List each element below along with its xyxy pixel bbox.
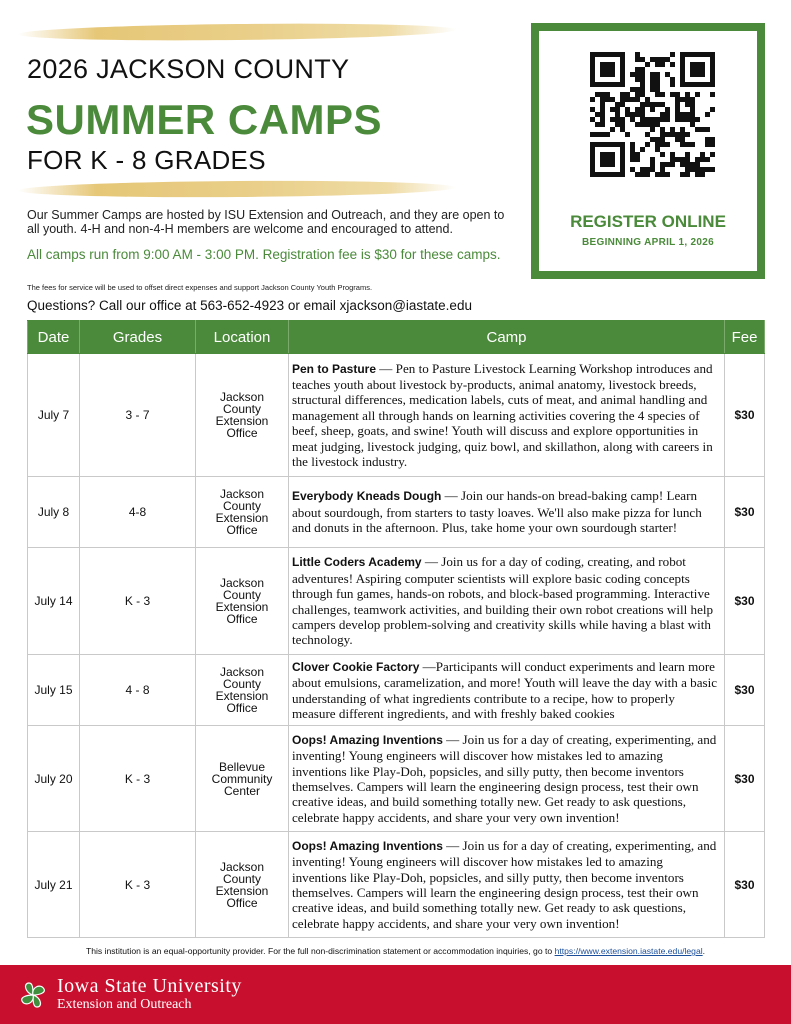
location-line: Jackson	[219, 390, 265, 404]
camp-location	[196, 832, 289, 938]
location-line: Extension	[215, 414, 269, 428]
camp-location	[196, 655, 289, 726]
camp-details: — Join our hands-on bread-baking camp! Learn about sourdough, from starters to tasty loaves. We'll also make pizza for lunch and donuts in the afternoon. Plus, take home your own sourdough starter!	[292, 488, 702, 536]
camp-name: Little Coders Academy	[292, 555, 422, 570]
table-row	[28, 477, 765, 548]
table-row	[28, 832, 765, 938]
location-line: Jackson	[219, 487, 265, 501]
camp-grades: K - 3	[80, 726, 196, 832]
location-line: Community	[211, 771, 273, 786]
location-line: Jackson	[219, 859, 265, 874]
location-line: County	[222, 402, 262, 416]
camp-fee: $30	[725, 548, 765, 655]
camp-details: — Join us for a day of coding, creating, and robot adventures! Aspiring computer scientists will explore basic coding concepts through fun games, hands-on robots, and block-based programming. Interactive challenges, teamwork activities, and building their own robot creations will help campers develop problem-solving and creativity skills while having a blast with technology.	[292, 554, 714, 648]
camp-description	[289, 548, 725, 655]
university-name-text: Iowa State University	[57, 975, 242, 997]
camp-schedule-table	[27, 320, 765, 938]
register-box	[531, 23, 765, 279]
decorative-brush-stroke	[18, 22, 456, 43]
register-start-date: BEGINNING APRIL 1, 2026	[582, 237, 714, 248]
camp-fee: $30	[725, 655, 765, 726]
camp-name: Everybody Kneads Dough	[292, 489, 442, 504]
camp-fee: $30	[725, 832, 765, 938]
contact-info: Questions? Call our office at 563-652-4923 or email xjackson@iastate.edu	[27, 298, 472, 313]
camp-details: — Join us for a day of creating, experimenting, and inventing! Young engineers will discover how mistakes led to amazing inventions like Play-Doh, popsicles, and silly putty, then become inventors themselves. Campers will learn the engineering design process, test their own creative ideas, and build something totally new. Get ready to ask questions, celebrate happy accidents, and share your very own invention!	[292, 837, 717, 931]
location-line: County	[222, 588, 262, 602]
table-row	[28, 655, 765, 726]
camp-fee: $30	[725, 726, 765, 832]
camp-date: July 21	[28, 832, 80, 938]
decorative-brush-stroke	[18, 179, 456, 198]
location-line: Office	[226, 895, 258, 910]
camp-date: July 15	[28, 655, 80, 726]
camp-description	[289, 726, 725, 832]
camp-location	[196, 354, 289, 477]
camp-details: —Participants will conduct experiments and learn more about emulsions, caramelization, and more! Youth will leave the day with a basic understanding of what ingredients contribute to a recipe, how to properly measure different ingredients, and with freshly baked cookies	[292, 658, 718, 721]
qr-code-icon[interactable]	[590, 52, 715, 177]
camp-grades: K - 3	[80, 832, 196, 938]
camp-hours-text: All camps run from 9:00 AM - 3:00 PM. Registration fee is $30 for these camps.	[27, 247, 501, 262]
camp-grades: K - 3	[80, 548, 196, 655]
camp-grades: 3 - 7	[80, 354, 196, 477]
non-discrimination-note	[0, 946, 791, 956]
footnote-text: This institution is an equal-opportunity provider. For the full non-discrimination statement or accommodation inquiries, go to	[85, 946, 555, 956]
legal-link[interactable]: https://www.extension.iastate.edu/legal	[554, 946, 703, 956]
register-online-title: REGISTER ONLINE	[570, 212, 726, 231]
location-line: Extension	[215, 883, 269, 898]
camp-date: July 7	[28, 354, 80, 477]
heading-county: 2026 JACKSON COUNTY	[27, 54, 350, 84]
location-line: Office	[226, 701, 258, 715]
camp-grades: 4-8	[80, 477, 196, 548]
location-line: Office	[226, 523, 258, 537]
heading-grades: FOR K - 8 GRADES	[27, 145, 266, 175]
four-leaf-clover-icon	[19, 981, 47, 1009]
location-line: County	[222, 499, 262, 513]
camp-description	[289, 832, 725, 938]
header-camp: Camp	[289, 321, 725, 354]
camp-fee: $30	[725, 354, 765, 477]
location-line: Bellevue	[218, 759, 266, 774]
location-line: Center	[223, 783, 261, 798]
intro-text: Our Summer Camps are hosted by ISU Extension and Outreach, and they are open to all youth. 4-H and non-4-H members are welcome and encouraged to attend.	[27, 208, 505, 236]
fees-note: The fees for service will be used to offset direct expenses and support Jackson County Youth Programs.	[27, 283, 373, 292]
camp-description	[289, 477, 725, 548]
table-row	[28, 726, 765, 832]
camp-location	[196, 726, 289, 832]
camp-date: July 8	[28, 477, 80, 548]
location-line: County	[222, 677, 262, 691]
table-row	[28, 354, 765, 477]
header-grades: Grades	[80, 321, 196, 354]
location-line: Jackson	[219, 665, 265, 679]
header-location: Location	[196, 321, 289, 354]
footnote-end: .	[702, 946, 706, 956]
camp-name: Oops! Amazing Inventions	[292, 838, 443, 853]
heading-summer-camps: SUMMER CAMPS	[26, 96, 383, 143]
camp-fee: $30	[725, 477, 765, 548]
table-row	[28, 548, 765, 655]
camp-location	[196, 477, 289, 548]
camp-name: Clover Cookie Factory	[292, 659, 420, 674]
location-line: County	[222, 871, 262, 886]
camp-details: — Join us for a day of creating, experimenting, and inventing! Young engineers will discover how mistakes led to amazing inventions like Play-Doh, popsicles, and silly putty, then become inventors themselves. Campers will learn the engineering design process, test their own creative ideas, and build something totally new. Get ready to ask questions, celebrate happy accidents, and share your very own invention!	[292, 731, 717, 825]
location-line: Extension	[215, 689, 269, 703]
header-date: Date	[28, 321, 80, 354]
camp-name: Oops! Amazing Inventions	[292, 732, 443, 747]
table-header-row	[28, 321, 765, 354]
university-name	[57, 975, 242, 998]
header-fee: Fee	[725, 321, 765, 354]
camp-location	[196, 548, 289, 655]
location-line: Extension	[215, 600, 269, 614]
camp-details: — Pen to Pasture Livestock Learning Workshop introduces and teaches youth about livestock by-products, animal anatomy, livestock breeds, structural differences, medication labels, cuts of meat, and animal handling and management all through hands on learning activities covering the 4 species of beef, sheep, goats, and swine! Youth will discuss and explore opportunities in meat judging, livestock judging, quiz bowl, and skillathon, along with careers in the livestock industry.	[292, 360, 713, 470]
extension-name: Extension and Outreach	[57, 997, 192, 1012]
camp-description	[289, 655, 725, 726]
location-line: Extension	[215, 511, 269, 525]
location-line: Office	[226, 426, 258, 440]
camp-grades: 4 - 8	[80, 655, 196, 726]
footer-bar	[0, 965, 791, 1024]
location-line: Office	[226, 612, 258, 626]
camp-date: July 20	[28, 726, 80, 832]
camp-description	[289, 354, 725, 477]
camp-name: Pen to Pasture	[292, 361, 377, 376]
camp-date: July 14	[28, 548, 80, 655]
location-line: Jackson	[219, 576, 265, 590]
